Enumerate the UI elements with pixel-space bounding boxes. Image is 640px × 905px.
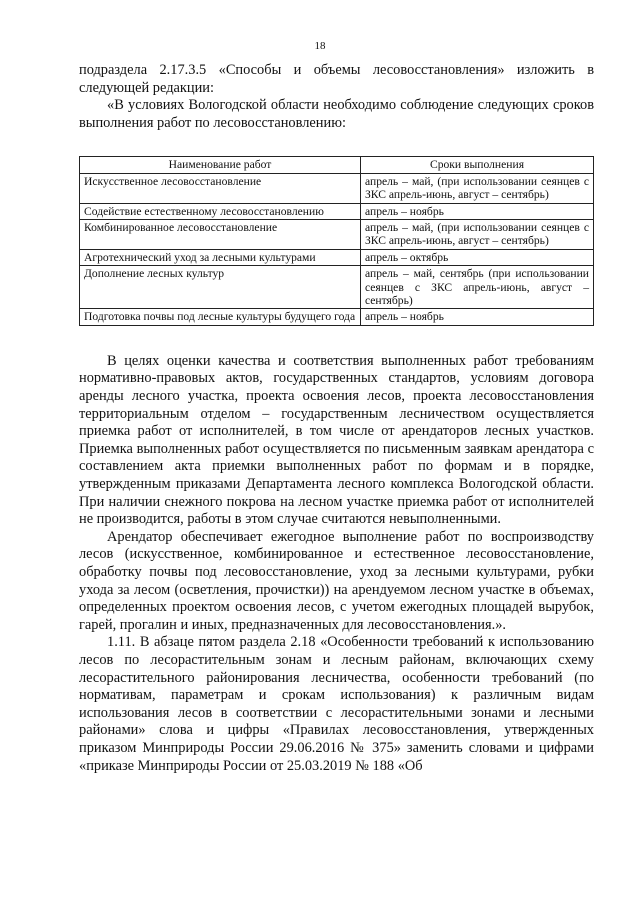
paragraph-tenant-obligations: Арендатор обеспечивает ежегодное выполнение работ по воспроизводству лесов (искусственное, комбинированное и естественное лесовосстановление, обработку почвы под лесовосстановление, уход за лесными культурами, рубки ухода за лесом (осветления, прочистки)) на арендуемом лесном участке в объемах, определенных проектом освоения лесов, с учетом ежегодных площадей вырубок, гарей, прогалин и иных, предназначенных для лесовосстановления.». [79, 528, 594, 633]
work-name-cell: Дополнение лесных культур [80, 266, 361, 309]
deadline-cell: апрель – ноябрь [361, 309, 594, 325]
table-header-row [80, 157, 594, 173]
intro-line: подраздела 2.17.3.5 «Способы и объемы лесовосстановления» изложить в следующей редакции: [79, 62, 594, 96]
deadline-cell: апрель – ноябрь [361, 203, 594, 219]
work-name-cell: Подготовка почвы под лесные культуры будущего года [80, 309, 361, 325]
document-body [79, 62, 594, 775]
table-row [80, 173, 594, 203]
header-deadlines: Сроки выполнения [361, 157, 594, 173]
page-number: 18 [314, 40, 326, 52]
deadline-cell: апрель – май, (при использовании сеянцев с ЗКС апрель-июнь, август – сентябрь) [361, 220, 594, 250]
table-row [80, 309, 594, 325]
deadline-cell: апрель – май, сентябрь (при использовании сеянцев с ЗКС апрель-июнь, август – сентябрь) [361, 266, 594, 309]
intro-quote: «В условиях Вологодской области необходимо соблюдение следующих сроков выполнения работ по лесовосстановлению: [79, 97, 594, 131]
reforestation-schedule-table [79, 156, 594, 325]
table-row [80, 203, 594, 219]
work-name-cell: Агротехнический уход за лесными культурами [80, 249, 361, 265]
work-name-cell: Искусственное лесовосстановление [80, 173, 361, 203]
deadline-cell: апрель – май, (при использовании сеянцев с ЗКС апрель-июнь, август – сентябрь) [361, 173, 594, 203]
table-row [80, 249, 594, 265]
table-row [80, 266, 594, 309]
header-work-name: Наименование работ [80, 157, 361, 173]
work-name-cell: Содействие естественному лесовосстановлению [80, 203, 361, 219]
work-name-cell: Комбинированное лесовосстановление [80, 220, 361, 250]
paragraph-acceptance: В целях оценки качества и соответствия выполненных работ требованиям нормативно-правовых актов, государственных стандартов, условиям договора аренды лесного участка, проекта освоения лесов, проекта лесовосстановления территориальным отделом – государственным лесничеством осуществляется приемка работ от исполнителей, в том числе от арендаторов лесных участков. Приемка выполненных работ осуществляется по письменным заявкам арендатора с составлением акта приемки выполненных работ по формам и в порядке, утвержденным приказами Департамента лесного комплекса Вологодской области. При наличии снежного покрова на лесном участке приемка работ от исполнителей не производится, работы в этом случае считаются невыполненными. [79, 352, 594, 528]
paragraph-item-1-11: 1.11. В абзаце пятом раздела 2.18 «Особенности требований к использованию лесов по лесорастительным зонам и лесным районам, включающих схему лесорастительного районирования лесничества, особенности требований (по нормативам, параметрам и срокам использования) к различным видам использования лесов в соответствии с лесорастительными зонами и лесными районами» слова и цифры «Правилах лесовосстановления, утвержденных приказом Минприроды России 29.06.2016 № 375» заменить словами и цифрами «приказе Минприроды России от 25.03.2019 № 188 «Об [79, 634, 594, 774]
deadline-cell: апрель – октябрь [361, 249, 594, 265]
table-row [80, 220, 594, 250]
